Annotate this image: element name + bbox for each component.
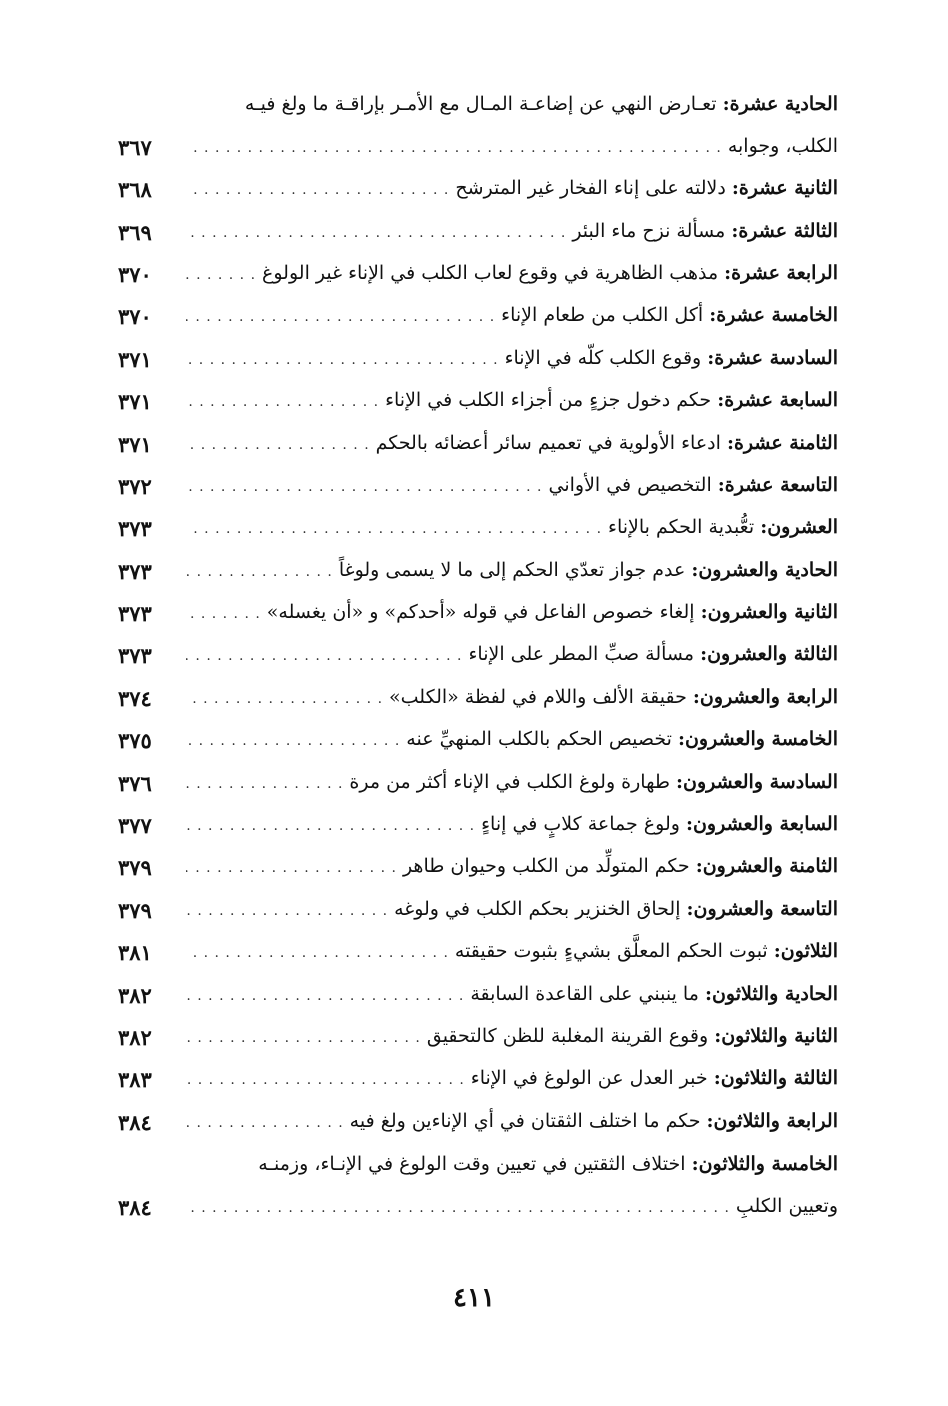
toc-entry <box>118 762 838 804</box>
toc-entry <box>118 381 838 423</box>
dot-leader <box>186 1017 421 1059</box>
toc-entry <box>118 550 838 592</box>
toc-entry <box>118 1144 838 1229</box>
dot-leader <box>186 424 370 466</box>
toc-entry-page: ٣٧٦ <box>118 770 152 796</box>
toc-entry <box>118 338 838 380</box>
toc-entry-text <box>180 337 838 381</box>
toc-entry-heading: الثانية عشرة: <box>731 177 838 200</box>
dot-leader <box>186 635 462 677</box>
toc-entry-text <box>180 633 838 677</box>
toc-entry-page: ٣٧٥ <box>118 728 152 754</box>
toc-entry-heading: الحادية عشرة: <box>722 92 838 115</box>
dot-leader <box>186 508 602 550</box>
toc-entry-heading: الثالثة والعشرون: <box>700 643 838 666</box>
toc-entry-title: ادعاء الأولوية في تعميم سائر أعضائه بالحكم <box>375 431 721 454</box>
dot-leader <box>186 890 388 932</box>
toc-entry-text <box>180 973 838 1017</box>
toc-entry-page: ٣٨٢ <box>118 1025 152 1050</box>
toc-entry-title: عدم جواز تعدّي الحكم إلى ما لا يسمى ولوغاً <box>338 558 686 581</box>
toc-entry-title: ما ينبني على القاعدة السابقة <box>470 982 699 1005</box>
dot-leader <box>186 254 256 296</box>
toc-entry-text <box>180 252 838 296</box>
toc-entry-page: ٣٨٤ <box>118 1109 152 1135</box>
toc-entry-heading: السادسة عشرة: <box>707 346 838 369</box>
toc-entry-heading: الخامسة والثلاثون: <box>691 1152 838 1175</box>
toc-entry-text <box>180 1100 838 1144</box>
toc-entry-title: دلالته على إناء الفخار غير المترشح <box>455 177 726 200</box>
toc-entry-title: إلحاق الخنزير بحكم الكلب في ولوغه <box>394 897 681 920</box>
dot-leader <box>186 975 464 1017</box>
toc-entry <box>118 1017 838 1059</box>
toc-entry <box>118 423 838 465</box>
toc-entry-title: اختلاف الثقتين في تعيين وقت الولوغ في الإنـاء، وزمنـه <box>258 1152 686 1175</box>
toc-entry-text <box>180 761 838 805</box>
toc-entry-title: ثبوت الحكم المعلَّق بشيءٍ بثبوت حقيقته <box>454 940 768 963</box>
toc-entry-text <box>180 464 838 508</box>
toc-entry-title: تعـارض النهي عن إضاعـة المـال مع الأمـر بإراقـة ما ولغ فيـه <box>244 92 717 115</box>
toc-entry <box>118 211 838 253</box>
toc-entry-heading: الثامنة والعشرون: <box>695 855 838 878</box>
toc-entry-text <box>180 930 838 974</box>
toc-entry-title: مسألة صبِّ المطر على الإناء <box>468 643 695 666</box>
dot-leader <box>186 805 475 847</box>
toc-entry-text <box>180 1015 838 1059</box>
toc-entry-title: حكم دخول جزءٍ من أجزاء الكلب في الإناء <box>385 389 712 412</box>
toc-entry-heading: الثالثة والثلاثون: <box>713 1067 838 1090</box>
toc-entry-page: ٣٦٩ <box>118 219 152 245</box>
toc-entry-text <box>180 83 838 169</box>
toc-entry-heading: الثامنة عشرة: <box>726 431 838 454</box>
toc-entry-title: خبر العدل عن الولوغ في الإناء <box>470 1067 708 1090</box>
dot-leader <box>186 593 261 635</box>
dot-leader <box>186 212 566 254</box>
toc-entry-page: ٣٧١ <box>118 346 152 372</box>
toc-entry-heading: الثانية والعشرون: <box>700 601 838 624</box>
toc-entry-heading: السابعة والعشرون: <box>685 813 838 836</box>
toc-entry-title: حكم المتولِّد من الكلب وحيوان طاهر <box>402 855 690 878</box>
toc-entry-page: ٣٧٩ <box>118 897 152 923</box>
toc-entry-heading: الثلاثون: <box>773 940 838 963</box>
toc-entry-title: مسألة نزح ماء البئر <box>572 219 726 242</box>
dot-leader <box>186 1102 344 1144</box>
toc-entry-text <box>180 506 838 550</box>
toc-entry <box>118 635 838 677</box>
toc-entry <box>118 169 838 211</box>
toc-entry-page: ٣٧٣ <box>118 558 152 584</box>
toc-entry-text <box>180 591 838 635</box>
dot-leader <box>186 720 400 762</box>
toc-entry <box>118 847 838 889</box>
toc-entry-title: حقيقة الألف واللام في لفظة «الكلب» <box>389 685 687 708</box>
toc-entry-page: ٣٧٣ <box>118 601 152 627</box>
dot-leader <box>186 169 449 211</box>
table-of-contents <box>118 84 838 1229</box>
toc-entry-title: وقوع الكلب كلّه في الإناء <box>504 346 702 369</box>
toc-entry <box>118 974 838 1016</box>
toc-entry-text <box>180 549 838 593</box>
dot-leader <box>186 551 333 593</box>
dot-leader <box>186 127 722 169</box>
toc-entry-page: ٣٧٧ <box>118 813 152 839</box>
toc-entry-text <box>180 422 838 466</box>
toc-entry-title: أكل الكلب من طعام الإناء <box>501 304 704 327</box>
toc-entry-title-continued: الكلب، وجوابه <box>727 134 838 157</box>
toc-entry-heading: التاسعة والعشرون: <box>686 897 838 920</box>
toc-entry-page: ٣٧٩ <box>118 855 152 881</box>
toc-entry-text <box>180 676 838 720</box>
toc-entry-page: ٣٧٣ <box>118 643 152 669</box>
toc-entry-page: ٣٨٤ <box>118 1194 152 1220</box>
toc-entry-page: ٣٧٢ <box>118 473 152 499</box>
toc-entry-text <box>180 1057 838 1101</box>
page-number: ٤١١ <box>453 1283 495 1313</box>
toc-entry-heading: السادسة والعشرون: <box>676 770 838 793</box>
dot-leader <box>186 1187 730 1229</box>
toc-entry-page: ٣٧٠ <box>118 304 152 330</box>
toc-entry-text <box>180 888 838 932</box>
toc-entry <box>118 932 838 974</box>
toc-entry-text <box>180 210 838 254</box>
toc-entry-title: طهارة ولوغ الكلب في الإناء أكثر من مرة <box>349 770 670 793</box>
toc-entry-title: مذهب الظاهرية في وقوع لعاب الكلب في الإناء غير الولوغ <box>262 261 719 284</box>
dot-leader <box>186 1059 465 1101</box>
toc-entry-text <box>180 294 838 338</box>
dot-leader <box>186 296 495 338</box>
toc-entry-heading: الثانية والثلاثون: <box>714 1025 838 1047</box>
toc-entry <box>118 805 838 847</box>
toc-entry-text <box>180 379 838 423</box>
toc-entry-heading: التاسعة عشرة: <box>717 473 838 496</box>
toc-entry-page: ٣٨١ <box>118 940 152 966</box>
toc-entry <box>118 466 838 508</box>
toc-entry-page: ٣٧١ <box>118 389 152 415</box>
toc-entry-heading: الثالثة عشرة: <box>731 219 838 242</box>
toc-entry-page: ٣٨٢ <box>118 982 152 1008</box>
toc-entry-title: تخصيص الحكم بالكلب المنهيِّ عنه <box>406 728 672 751</box>
toc-entry-text <box>180 718 838 762</box>
toc-entry-heading: السابعة عشرة: <box>717 389 838 412</box>
dot-leader <box>186 763 343 805</box>
toc-entry-heading: الرابعة والثلاثون: <box>706 1109 838 1132</box>
toc-entry <box>118 1101 838 1143</box>
toc-entry-page: ٣٧١ <box>118 431 152 457</box>
toc-entry-heading: الخامسة عشرة: <box>709 304 838 327</box>
dot-leader <box>186 381 379 423</box>
toc-entry-title: وقوع القرينة المغلبة للظن كالتحقيق <box>426 1025 709 1047</box>
toc-entry-page: ٣٧٣ <box>118 516 152 542</box>
toc-entry-title: تعُّبدية الحكم بالإناء <box>608 516 755 539</box>
toc-entry <box>118 889 838 931</box>
toc-entry <box>118 84 838 169</box>
dot-leader <box>186 339 499 381</box>
toc-entry-text <box>180 1143 838 1229</box>
dot-leader <box>186 932 449 974</box>
dot-leader <box>186 466 542 508</box>
toc-entry-title: التخصيص في الأواني <box>548 473 712 496</box>
toc-entry-page: ٣٦٨ <box>118 177 152 203</box>
toc-entry <box>118 1059 838 1101</box>
toc-entry-page: ٣٧٤ <box>118 685 152 711</box>
toc-entry-heading: الحادية والثلاثون: <box>704 982 838 1005</box>
toc-entry-title: إلغاء خصوص الفاعل في قوله «أحدكم» و «أن يغسله» <box>266 601 695 624</box>
toc-entry <box>118 254 838 296</box>
dot-leader <box>186 847 397 889</box>
toc-entry-heading: الحادية والعشرون: <box>691 558 838 581</box>
toc-entry-page: ٣٦٧ <box>118 134 152 160</box>
toc-entry-heading: الرابعة والعشرون: <box>692 685 838 708</box>
toc-entry-page: ٣٧٠ <box>118 261 152 287</box>
toc-entry <box>118 677 838 719</box>
toc-entry <box>118 296 838 338</box>
toc-entry-title-continued: وتعيين الكلبِ <box>735 1194 838 1217</box>
toc-entry <box>118 593 838 635</box>
dot-leader <box>186 678 383 720</box>
toc-entry-title: ولوغ جماعة كلابٍ في إناءٍ <box>481 813 680 836</box>
toc-entry-page: ٣٨٣ <box>118 1067 152 1093</box>
toc-entry-text <box>180 803 838 847</box>
toc-entry-title: حكم ما اختلف الثقتان في أي الإناءين ولغ فيه <box>349 1109 701 1132</box>
toc-entry <box>118 508 838 550</box>
toc-entry-heading: الرابعة عشرة: <box>724 261 838 284</box>
toc-entry-text <box>180 167 838 211</box>
toc-entry-text <box>180 845 838 889</box>
toc-entry-heading: العشرون: <box>760 516 838 539</box>
toc-entry <box>118 720 838 762</box>
toc-entry-heading: الخامسة والعشرون: <box>677 728 838 751</box>
